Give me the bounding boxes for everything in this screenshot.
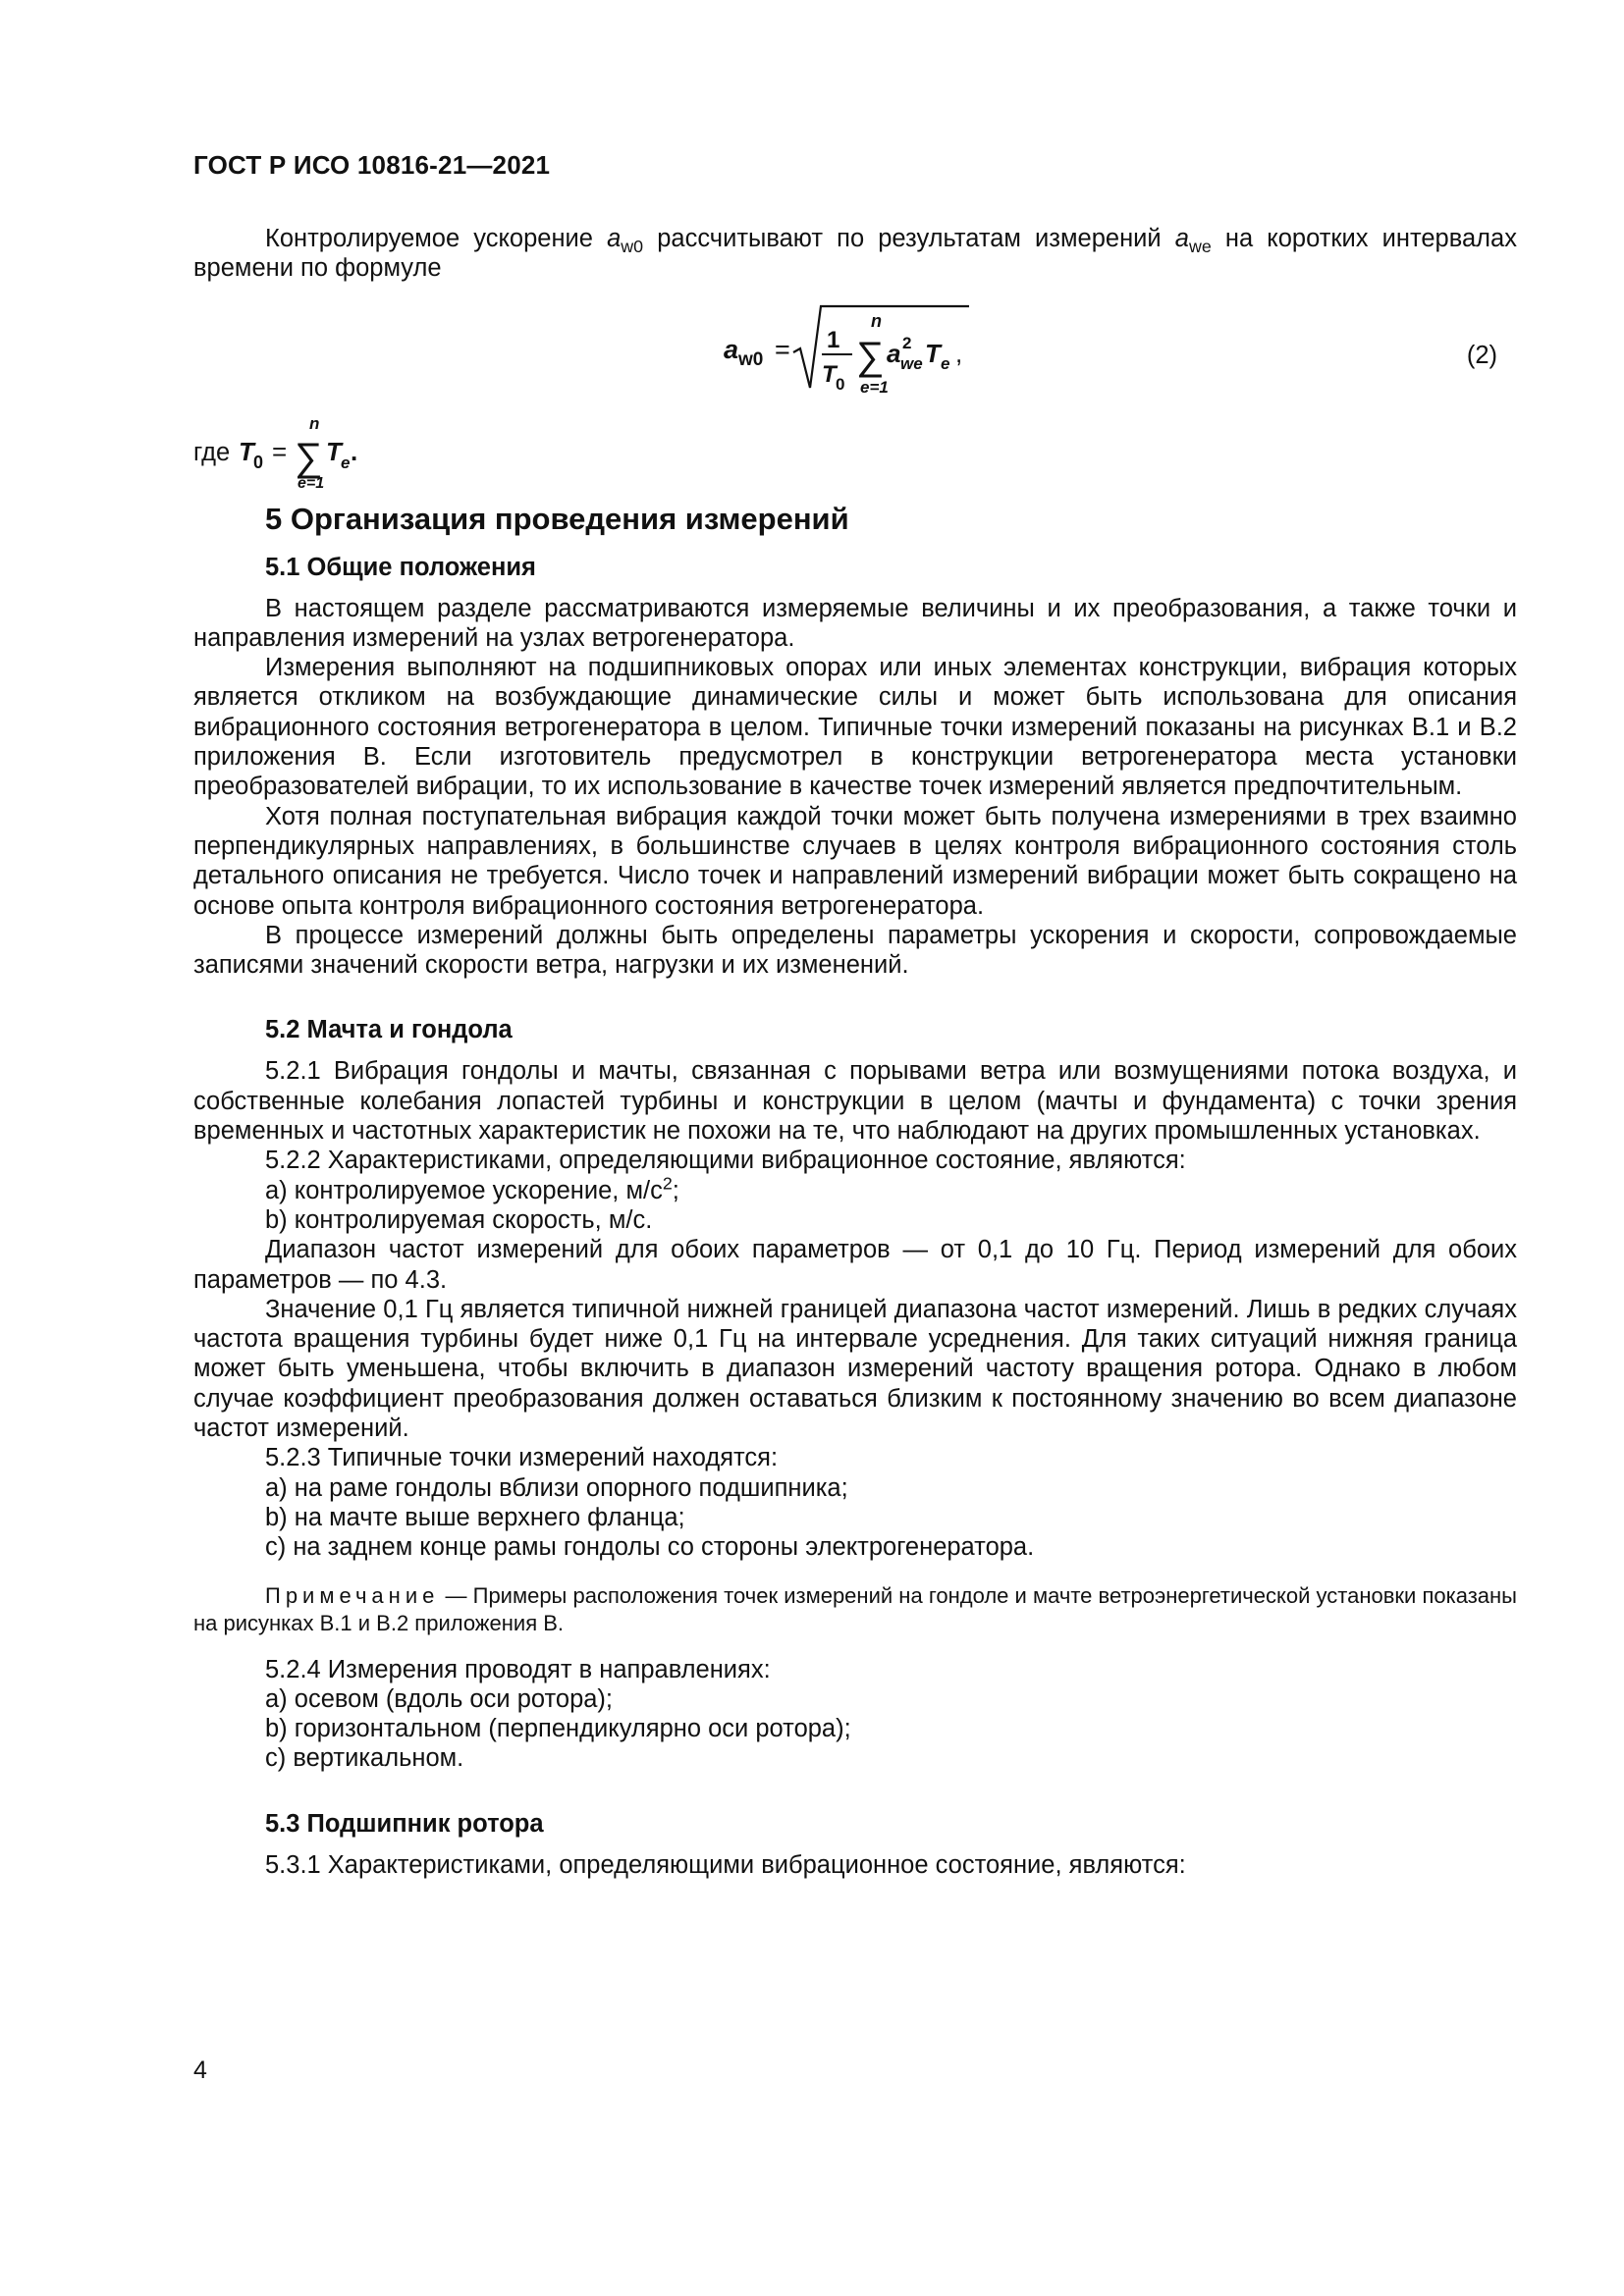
clause-5-2-3: 5.2.3 Типичные точки измерений находятся: <box>265 1444 779 1472</box>
subscript-w0: w0 <box>621 237 644 257</box>
where-sum-bottom: e=1 <box>298 474 325 490</box>
section-5-1-paragraph: В процессе измерений должны быть определены параметры ускорения и скорости, сопровождаемые записями значений скорости ветра, нагрузки и их изменений. <box>193 921 1517 980</box>
intro-paragraph <box>193 224 1517 284</box>
list-item <box>265 1173 1517 1205</box>
list-item: b) контролируемая скорость, м/с. <box>265 1205 653 1234</box>
symbol-awe: a <box>1174 225 1189 252</box>
frequency-range-paragraph: Диапазон частот измерений для обоих параметров — от 0,1 до 10 Гц. Период измерений для обоих параметров — по 4.3. <box>193 1236 1517 1294</box>
intro-text-a: Контролируемое ускорение <box>265 225 608 252</box>
formula-2-graphic <box>724 294 979 409</box>
formula-term-sub: we <box>900 353 923 373</box>
formula-sum-bottom: e=1 <box>860 377 889 397</box>
formula-sum-top: n <box>871 310 882 331</box>
formula-term-symbol: a <box>887 338 901 368</box>
clause-5-2-4: 5.2.4 Измерения проводят в направлениях: <box>265 1655 771 1683</box>
where-equals: = <box>272 436 288 466</box>
note-label: Примечание <box>265 1582 440 1608</box>
where-term-sub: e <box>341 453 351 472</box>
formula-term-sup: 2 <box>902 333 912 352</box>
formula-equals: = <box>775 334 790 364</box>
formula-frac-num: 1 <box>827 326 840 353</box>
list-item-end: ; <box>672 1176 679 1204</box>
document-header: ГОСТ Р ИСО 10816-21—2021 <box>193 150 551 180</box>
list-item: a) осевом (вдоль оси ротора); <box>265 1684 614 1713</box>
equation-number: (2) <box>1466 341 1497 369</box>
clause-5-2-1: 5.2.1 Вибрация гондолы и мачты, связанная с порывами ветра или возмущениями потока воздуха, и собственные колебания лопастей турбины и конструкции в целом (мачты и фундамента) с точки зрения временных и частотных характеристик не похожи на те, что наблюдают на других промышленных установках. <box>193 1057 1517 1146</box>
list-item: b) на мачте выше верхнего фланца; <box>265 1503 685 1531</box>
lower-limit-paragraph: Значение 0,1 Гц является типичной нижней границей диапазона частот измерений. Лишь в редких случаях частота вращения турбины будет ниже 0,1 Гц на интервале усреднения. Для таких ситуаций нижняя граница может быть уменьшена, чтобы включить в диапазон измерений частоту вращения ротора. Однако в любом случае коэффициент преобразования должен оставаться близким к постоянному значению во всем диапазоне частот измерений. <box>193 1295 1517 1443</box>
where-sum-top: n <box>309 413 320 433</box>
where-prefix: где <box>193 438 231 466</box>
where-graphic <box>193 409 390 490</box>
list-item: c) на заднем конце рамы гондолы со стороны электрогенератора. <box>265 1533 1035 1562</box>
where-lhs-sub: 0 <box>253 452 264 472</box>
section-5-3-title: 5.3 Подшипник ротора <box>265 1809 544 1838</box>
where-clause <box>193 409 1517 490</box>
formula-frac-den-sub: 0 <box>836 374 845 394</box>
page-number: 4 <box>193 2056 207 2084</box>
formula-lhs-sub: w0 <box>738 348 764 370</box>
section-5-1-title: 5.1 Общие положения <box>265 553 536 581</box>
section-5-1-paragraph: Хотя полная поступательная вибрация каждой точки может быть получена измерениями в трех взаимно перпендикулярных направлениях, в большинстве случаев в целях контроля вибрационного состояния столь детального описания не требуется. Число точек и направлений измерений вибрации может быть сокращено на основе опыта контроля вибрационного состояния ветрогенератора. <box>193 802 1517 920</box>
where-trailing: . <box>351 436 358 466</box>
formula-lhs: a <box>724 334 739 364</box>
list-item: a) на раме гондолы вблизи опорного подшипника; <box>265 1473 848 1502</box>
where-lhs: T <box>239 436 254 466</box>
superscript-2: 2 <box>662 1173 673 1194</box>
formula-frac-den: T <box>822 360 837 388</box>
list-item-text: a) контролируемое ускорение, м/с <box>265 1176 663 1204</box>
intro-text-c: на коротких интервалах времени по формуле <box>193 225 1517 283</box>
symbol-aw0: a <box>607 225 622 252</box>
formula-term-t-sub: e <box>941 353 950 373</box>
summation-sign: ∑ <box>856 334 885 378</box>
section-5-2-title: 5.2 Мачта и гондола <box>265 1016 513 1044</box>
clause-5-3-1: 5.3.1 Характеристиками, определяющими вибрационное состояние, являются: <box>265 1850 1186 1879</box>
intro-text-b: рассчитывают по результатам измерений <box>643 225 1175 252</box>
formula-term-t: T <box>925 338 941 368</box>
where-term: T <box>326 436 342 466</box>
formula-2 <box>193 294 1517 409</box>
section-5-1-paragraph: В настоящем разделе рассматриваются измеряемые величины и их преобразования, а также точки и направления измерений на узлах ветрогенератора. <box>193 594 1517 652</box>
formula-trailing: , <box>955 338 963 368</box>
document-body <box>193 224 1517 1880</box>
list-item: c) вертикальном. <box>265 1744 464 1773</box>
subscript-we: we <box>1188 237 1212 257</box>
note <box>193 1582 1517 1637</box>
note-text: — Примеры расположения точек измерений на гондоле и мачте ветроэнергетической установки показаны на рисунках В.1 и В.2 приложения В. <box>193 1582 1517 1635</box>
where-summation-sign: ∑ <box>295 435 323 479</box>
section-5-title: 5 Организация проведения измерений <box>265 501 849 536</box>
clause-5-2-2: 5.2.2 Характеристиками, определяющими вибрационное состояние, являются: <box>265 1147 1186 1175</box>
section-5-1-paragraph: Измерения выполняют на подшипниковых опорах или иных элементах конструкции, вибрация которых является откликом на возбуждающие динамические силы и может быть использована для описания вибрационного состояния ветрогенератора в целом. Типичные точки измерений показаны на рисунках В.1 и В.2 приложения В. Если изготовитель предусмотрел в конструкции ветрогенератора места установки преобразователей вибрации, то их использование в качестве точек измерений является предпочтительным. <box>193 654 1517 801</box>
list-item: b) горизонтальном (перпендикулярно оси ротора); <box>265 1715 851 1743</box>
